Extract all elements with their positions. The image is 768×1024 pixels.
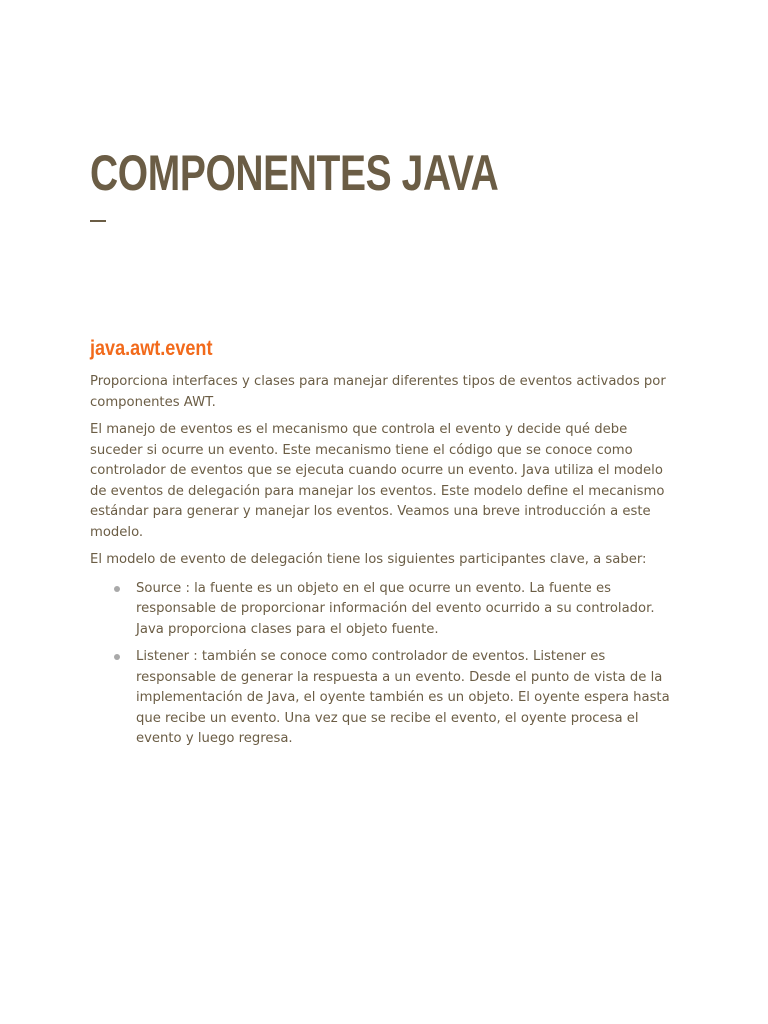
list-item-text-listener: Listener : también se conoce como controlador de eventos. Listener es responsable de generar la respuesta a un evento. Desde el punto de vista de la implementación de Java, el oyente también es un objeto. El oyente espera hasta que recibe un evento. Una vez que se recibe el evento, el oyente procesa el evento y luego regresa. — [136, 649, 670, 746]
page-title: COMPONENTES JAVA — [90, 145, 499, 201]
paragraph-event-handling: El manejo de eventos es el mecanismo que controla el evento y decide qué debe suceder si ocurre un evento. Este mecanismo tiene el código que se conoce como controlador de eventos que se ejecuta cuando ocurre un evento. Java utiliza el modelo de eventos de delegación para manejar los eventos. Este modelo define el mecanismo estándar para generar y manejar los eventos. Veamos una breve introducción a este modelo. — [90, 422, 665, 540]
list-item — [90, 579, 680, 641]
section-heading: java.awt.event — [90, 337, 213, 360]
bullet-dot-icon — [114, 654, 120, 660]
participants-list — [90, 579, 680, 750]
section-java-awt-event — [90, 334, 680, 757]
list-item-text-source: Source : la fuente es un objeto en el que ocurre un evento. La fuente es responsable de proporcionar información del evento ocurrido a su controlador. Java proporciona clases para el objeto fuente. — [136, 580, 655, 637]
bullet-dot-icon — [114, 586, 120, 592]
title-underline-rule — [90, 220, 106, 222]
list-item — [90, 647, 680, 750]
paragraph-intro: Proporciona interfaces y clases para manejar diferentes tipos de eventos activados por componentes AWT. — [90, 374, 666, 410]
paragraph-participants: El modelo de evento de delegación tiene los siguientes participantes clave, a saber: — [90, 552, 647, 567]
